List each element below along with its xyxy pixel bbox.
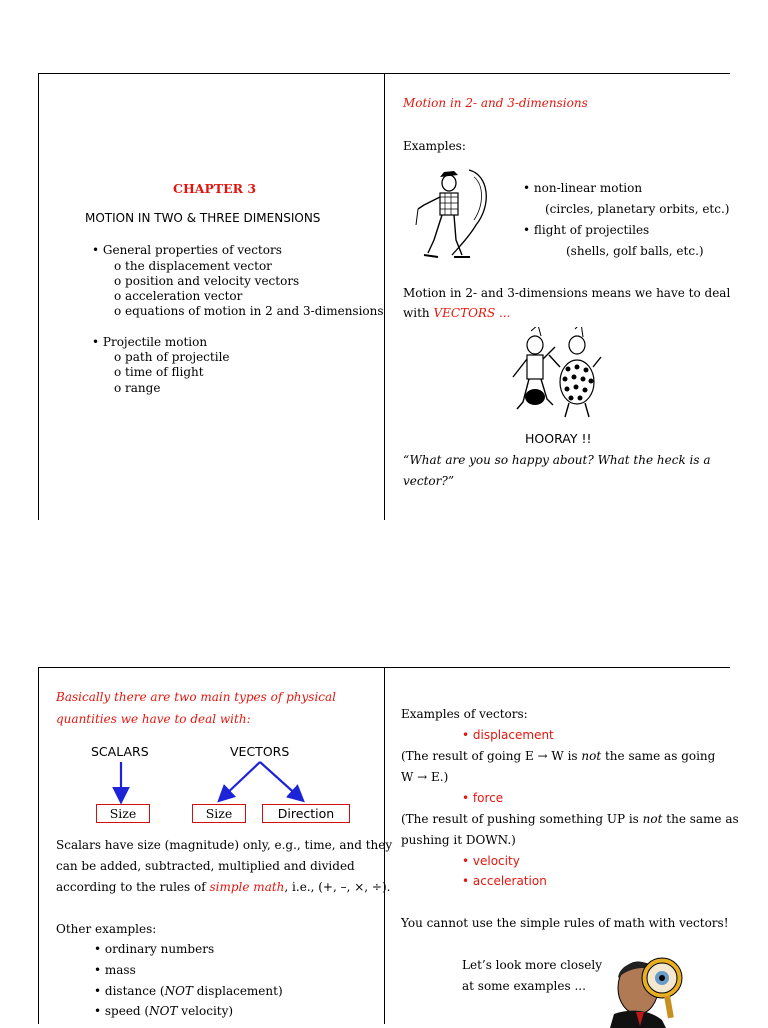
- vectors-label: VECTORS: [230, 744, 290, 759]
- vectors-emphasis: VECTORS ...: [433, 306, 511, 320]
- other-example-item: [94, 984, 283, 999]
- result-text-end: the same as going: [601, 749, 716, 763]
- other-example-item: [94, 1004, 233, 1019]
- result-line-1: [401, 749, 715, 764]
- sub-item: o the displacement vector: [114, 259, 272, 273]
- sub-item: o range: [114, 381, 161, 395]
- displacement-item: • displacement: [462, 728, 554, 742]
- other-examples-label: Other examples:: [56, 922, 157, 936]
- not-emphasis: not: [642, 812, 663, 826]
- velocity-text: velocity): [177, 1004, 234, 1018]
- direction-box: Direction: [262, 804, 350, 823]
- result-text-end: the same as: [662, 812, 739, 826]
- magnifier-man-illustration: [610, 948, 690, 1028]
- example-item: • flight of projectiles: [523, 223, 650, 237]
- slide2-heading: Motion in 2- and 3-dimensions: [403, 96, 588, 110]
- golfer-illustration: [414, 165, 494, 265]
- result-text: (The result of pushing something UP is: [401, 812, 643, 826]
- chapter-title: CHAPTER 3: [173, 181, 257, 196]
- intro-line-2: quantities we have to deal with:: [56, 712, 251, 726]
- speed-text: • speed (: [94, 1004, 150, 1018]
- example-item: • non-linear motion: [523, 181, 643, 195]
- cannot-line: You cannot use the simple rules of math with vectors!: [401, 916, 729, 930]
- not-emphasis: not: [581, 749, 602, 763]
- result-line-3: [401, 812, 739, 827]
- other-example-item: • ordinary numbers: [94, 942, 215, 956]
- result-line-4: pushing it DOWN.): [401, 833, 516, 847]
- bullet-projectile: • Projectile motion: [92, 335, 208, 349]
- motion-line-2: [403, 306, 510, 321]
- ops-text: , i.e., (+, –, ×, ÷).: [284, 880, 391, 894]
- velocity-item: • velocity: [462, 854, 520, 868]
- example-item: (shells, golf balls, etc.): [566, 244, 704, 258]
- acceleration-item: • acceleration: [462, 874, 547, 888]
- not-emphasis: NOT: [164, 984, 193, 998]
- classification-arrows: [60, 758, 360, 808]
- simple-math-emphasis: simple math: [209, 880, 285, 894]
- examples-label: Examples:: [403, 139, 466, 153]
- scalars-para-1: Scalars have size (magnitude) only, e.g., time, and they: [56, 838, 393, 852]
- slide-divider: [384, 73, 385, 520]
- examples-of-vectors: Examples of vectors:: [401, 707, 528, 721]
- hooray-text: HOORAY !!: [525, 431, 592, 446]
- bullet-vectors: • General properties of vectors: [92, 243, 282, 257]
- with-text: with: [403, 306, 434, 320]
- result-line-2: W → E.): [401, 770, 449, 784]
- distance-text: • distance (: [94, 984, 165, 998]
- look-line-1: Let’s look more closely: [462, 958, 602, 972]
- sub-item: o acceleration vector: [114, 289, 243, 303]
- sub-item: o time of flight: [114, 365, 204, 379]
- quote-line-1: “What are you so happy about? What the heck is a: [403, 453, 711, 467]
- example-item: (circles, planetary orbits, etc.): [545, 202, 730, 216]
- sub-item: o path of projectile: [114, 350, 230, 364]
- look-line-2: at some examples ...: [462, 979, 586, 993]
- scalars-para-3: [56, 880, 390, 895]
- slide-border-left-2: [38, 667, 39, 1024]
- not-emphasis: NOT: [149, 1004, 178, 1018]
- intro-line-1: Basically there are two main types of physical: [56, 690, 337, 704]
- scalars-para-2: can be added, subtracted, multiplied and divided: [56, 859, 355, 873]
- slide-border-left: [38, 73, 39, 520]
- motion-line-1: Motion in 2- and 3-dimensions means we have to deal: [403, 286, 731, 300]
- dancing-figures-illustration: [505, 327, 605, 422]
- result-text: (The result of going E → W is: [401, 749, 582, 763]
- size-box-scalar: Size: [96, 804, 150, 823]
- quote-line-2: vector?”: [403, 474, 454, 488]
- sub-item: o equations of motion in 2 and 3-dimensions: [114, 304, 384, 318]
- scalars-label: SCALARS: [91, 744, 149, 759]
- displacement-text: displacement): [192, 984, 283, 998]
- force-item: • force: [462, 791, 504, 805]
- other-example-item: • mass: [94, 963, 136, 977]
- rules-text: according to the rules of: [56, 880, 210, 894]
- chapter-subtitle: MOTION IN TWO & THREE DIMENSIONS: [85, 211, 321, 225]
- size-box-vector: Size: [192, 804, 246, 823]
- sub-item: o position and velocity vectors: [114, 274, 300, 288]
